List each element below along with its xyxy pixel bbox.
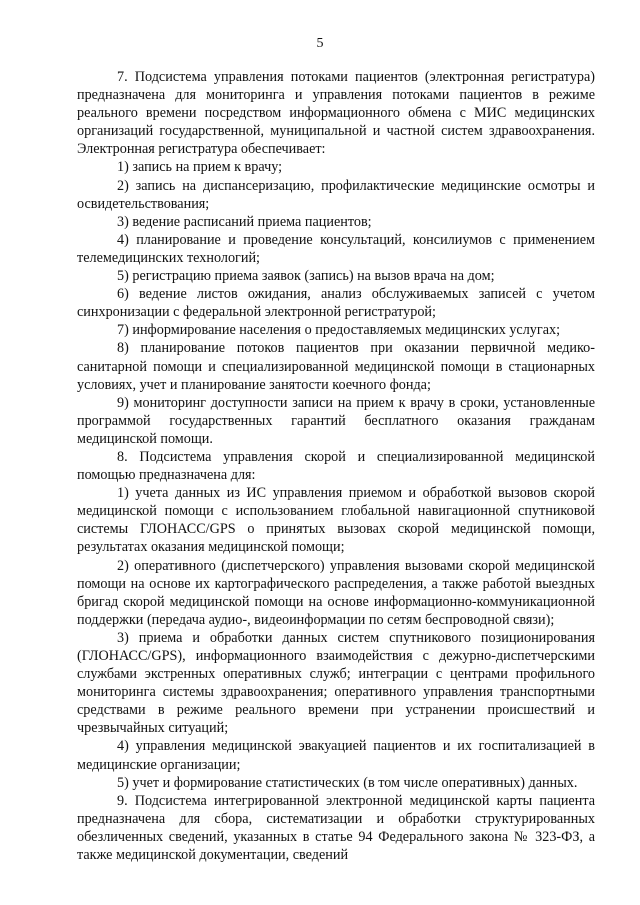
list-item-7-7: 7) информирование населения о предоставляемых медицинских услугах;	[117, 322, 561, 339]
list-item-8-4: 4) управления медицинской эвакуацией пациентов и их госпитализацией в медицинские организации;	[77, 738, 595, 773]
list-item-7-1: 1) запись на прием к врачу;	[117, 159, 283, 176]
list-item-7-2: 2) запись на диспансеризацию, профилактические медицинские осмотры и освидетельствования;	[77, 177, 595, 212]
list-item-8-5: 5) учет и формирование статистических (в том числе оперативных) данных.	[117, 774, 578, 791]
list-item-7-9: 9) мониторинг доступности записи на прием к врачу в сроки, установленные программой государственных гарантий бесплатного оказания гражданам медицинской помощи.	[77, 394, 595, 447]
list-item-7-5: 5) регистрацию приема заявок (запись) на вызов врача на дом;	[117, 268, 495, 285]
list-item-7-6: 6) ведение листов ожидания, анализ обслуживаемых записей с учетом синхронизации с федеральной электронной регистратурой;	[77, 286, 595, 321]
list-item-8-2: 2) оперативного (диспетчерского) управления вызовами скорой медицинской помощи на основе их картографического распределения, а также работой выездных бригад скорой медицинской помощи на основе информационно-коммуникационной поддержки (передача аудио-, видеоинформации по сетям беспроводной связи);	[77, 557, 595, 628]
list-item-7-3: 3) ведение расписаний приема пациентов;	[117, 213, 372, 230]
paragraph-section-9-intro: 9. Подсистема интегрированной электронной медицинской карты пациента предназначена для сбора, систематизации и обработки структурированных обезличенных сведений, указанных в статье 94 Федерального закона № 323-ФЗ, а также медицинской документации, сведений	[77, 792, 595, 864]
paragraph-section-8-intro: 8. Подсистема управления скорой и специализированной медицинской помощью предназначена для:	[77, 448, 595, 484]
document-body	[77, 68, 595, 864]
list-item-7-8: 8) планирование потоков пациентов при оказании первичной медико-санитарной помощи и специализированной медицинской помощи в стационарных условиях, учет и планирование занятости коечного фонда;	[77, 340, 595, 393]
page-number: 5	[316, 36, 324, 51]
paragraph-section-7-intro: 7. Подсистема управления потоками пациентов (электронная регистратура) предназначена для мониторинга и управления потоками пациентов в режиме реального времени посредством информационного обмена с МИС медицинских организаций государственной, муниципальной и частной систем здравоохранения. Электронная регистратура обеспечивает:	[77, 69, 595, 158]
list-item-7-4: 4) планирование и проведение консультаций, консилиумов с применением телемедицинских технологий;	[77, 231, 595, 266]
list-item-8-1: 1) учета данных из ИС управления приемом и обработкой вызовов скорой медицинской помощи с использованием глобальной навигационной спутниковой системы ГЛОНАСС/GPS о принятых вызовах скорой медицинской помощи, результатах оказания медицинской помощи;	[77, 485, 595, 556]
list-item-8-3: 3) приема и обработки данных систем спутникового позиционирования (ГЛОНАСС/GPS), информационного взаимодействия с дежурно-диспетчерскими службами экстренных оперативных служб; интеграции с центрами профильного мониторинга системы здравоохранения; оперативного управления транспортными средствами в режиме реального времени при устранении происшествий и чрезвычайных ситуаций;	[77, 629, 595, 737]
